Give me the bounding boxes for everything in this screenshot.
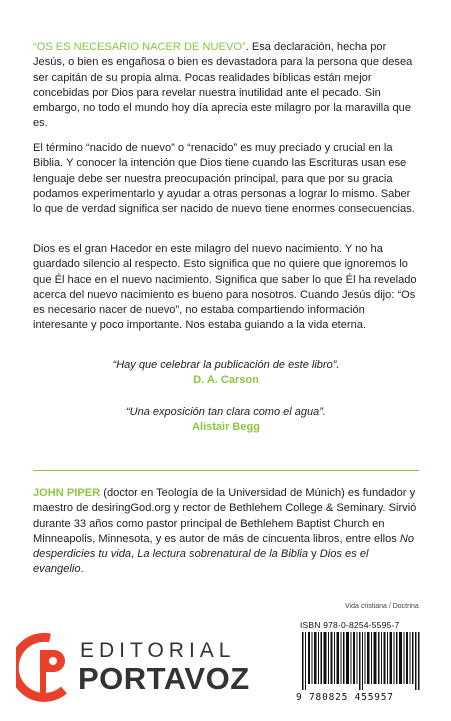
bio-text: (doctor en Teología de la Universidad de Múnich) es fundador y maestro de desiringGod.org y rector de Bethlehem College & Seminary. Sirvió durante 33 años como pastor principal de Bethlehem Baptist Church en Minneapolis, Minnesota, y es autor de más de cincuenta libros, entre ellos	[33, 487, 417, 545]
intro-lead-quote: “OS ES NECESARIO NACER DE NUEVO”	[33, 41, 246, 53]
author-bio	[33, 486, 419, 578]
author-name: JOHN PIPER	[33, 487, 101, 499]
endorsement-quote: “Hay que celebrar la publicación de este libro”.	[112, 359, 340, 371]
category-label: Vida cristiana / Doctrina	[345, 603, 419, 610]
bio-separator: ,	[131, 548, 138, 561]
endorsement-2	[33, 405, 419, 435]
divider-line	[33, 470, 419, 471]
publisher-line1: EDITORIAL	[80, 639, 236, 662]
endorsement-1	[33, 358, 419, 388]
barcode	[302, 632, 420, 690]
paragraph-2: El término “nacido de nuevo” o “renacido” es muy preciado y crucial en la Biblia. Y conocer la intención que Dios tiene cuando las Escrituras usan ese lenguaje debe ser nuestra preocupación principal, para que por su gracia podamos experimentarlo y ayudar a otras personas a lograr lo mismo. Saber lo que de verdad significa ser nacido de nuevo tiene enormes consecuencias.	[33, 142, 415, 216]
book-title: Dios es el evangelio	[33, 548, 369, 576]
bio-end: .	[80, 563, 84, 576]
endorsement-author: Alistair Begg	[192, 421, 260, 433]
book-title: No desperdicies tu vida	[33, 532, 415, 561]
intro-text: . Esa declaración, hecha por Jesús, o bien es engañosa o bien es devastadora para la persona que desea ser capitán de su propia alma. Pocas realidades bíblicas están mejor concebidas por Dios para revelar nuestra inutilidad ante el pecado. Sin embargo, no todo el mundo hoy día aprecia este milagro por la maravilla que es.	[33, 41, 413, 130]
intro-paragraph	[33, 40, 419, 132]
barcode-digits: 9 780825 455957	[296, 692, 394, 703]
isbn-label: ISBN 978-0-8254-5595-7	[300, 620, 400, 630]
book-title: La lectura sobrenatural de la Biblia	[137, 548, 309, 561]
paragraph-3: Dios es el gran Hacedor en este milagro del nuevo nacimiento. Y no ha guardado silencio al respecto. Esto significa que no quiere que ignoremos lo que Él hace en el nuevo nacimiento. Significa que saber lo que Él ha revelado acerca del nuevo nacimiento es bueno para nosotros. Cuando Jesús dijo: “Os es necesario nacer de nuevo”, no estaba compartiendo información interesante y poco importante. Nos estaba guiando a la vida eterna.	[33, 243, 417, 332]
endorsement-author: D. A. Carson	[193, 374, 259, 386]
publisher-line2: PORTAVOZ	[78, 661, 250, 696]
portavoz-logo-icon	[16, 628, 76, 708]
bio-separator: y	[308, 548, 320, 561]
endorsement-quote: “Una exposición tan clara como el agua”.	[126, 406, 326, 418]
